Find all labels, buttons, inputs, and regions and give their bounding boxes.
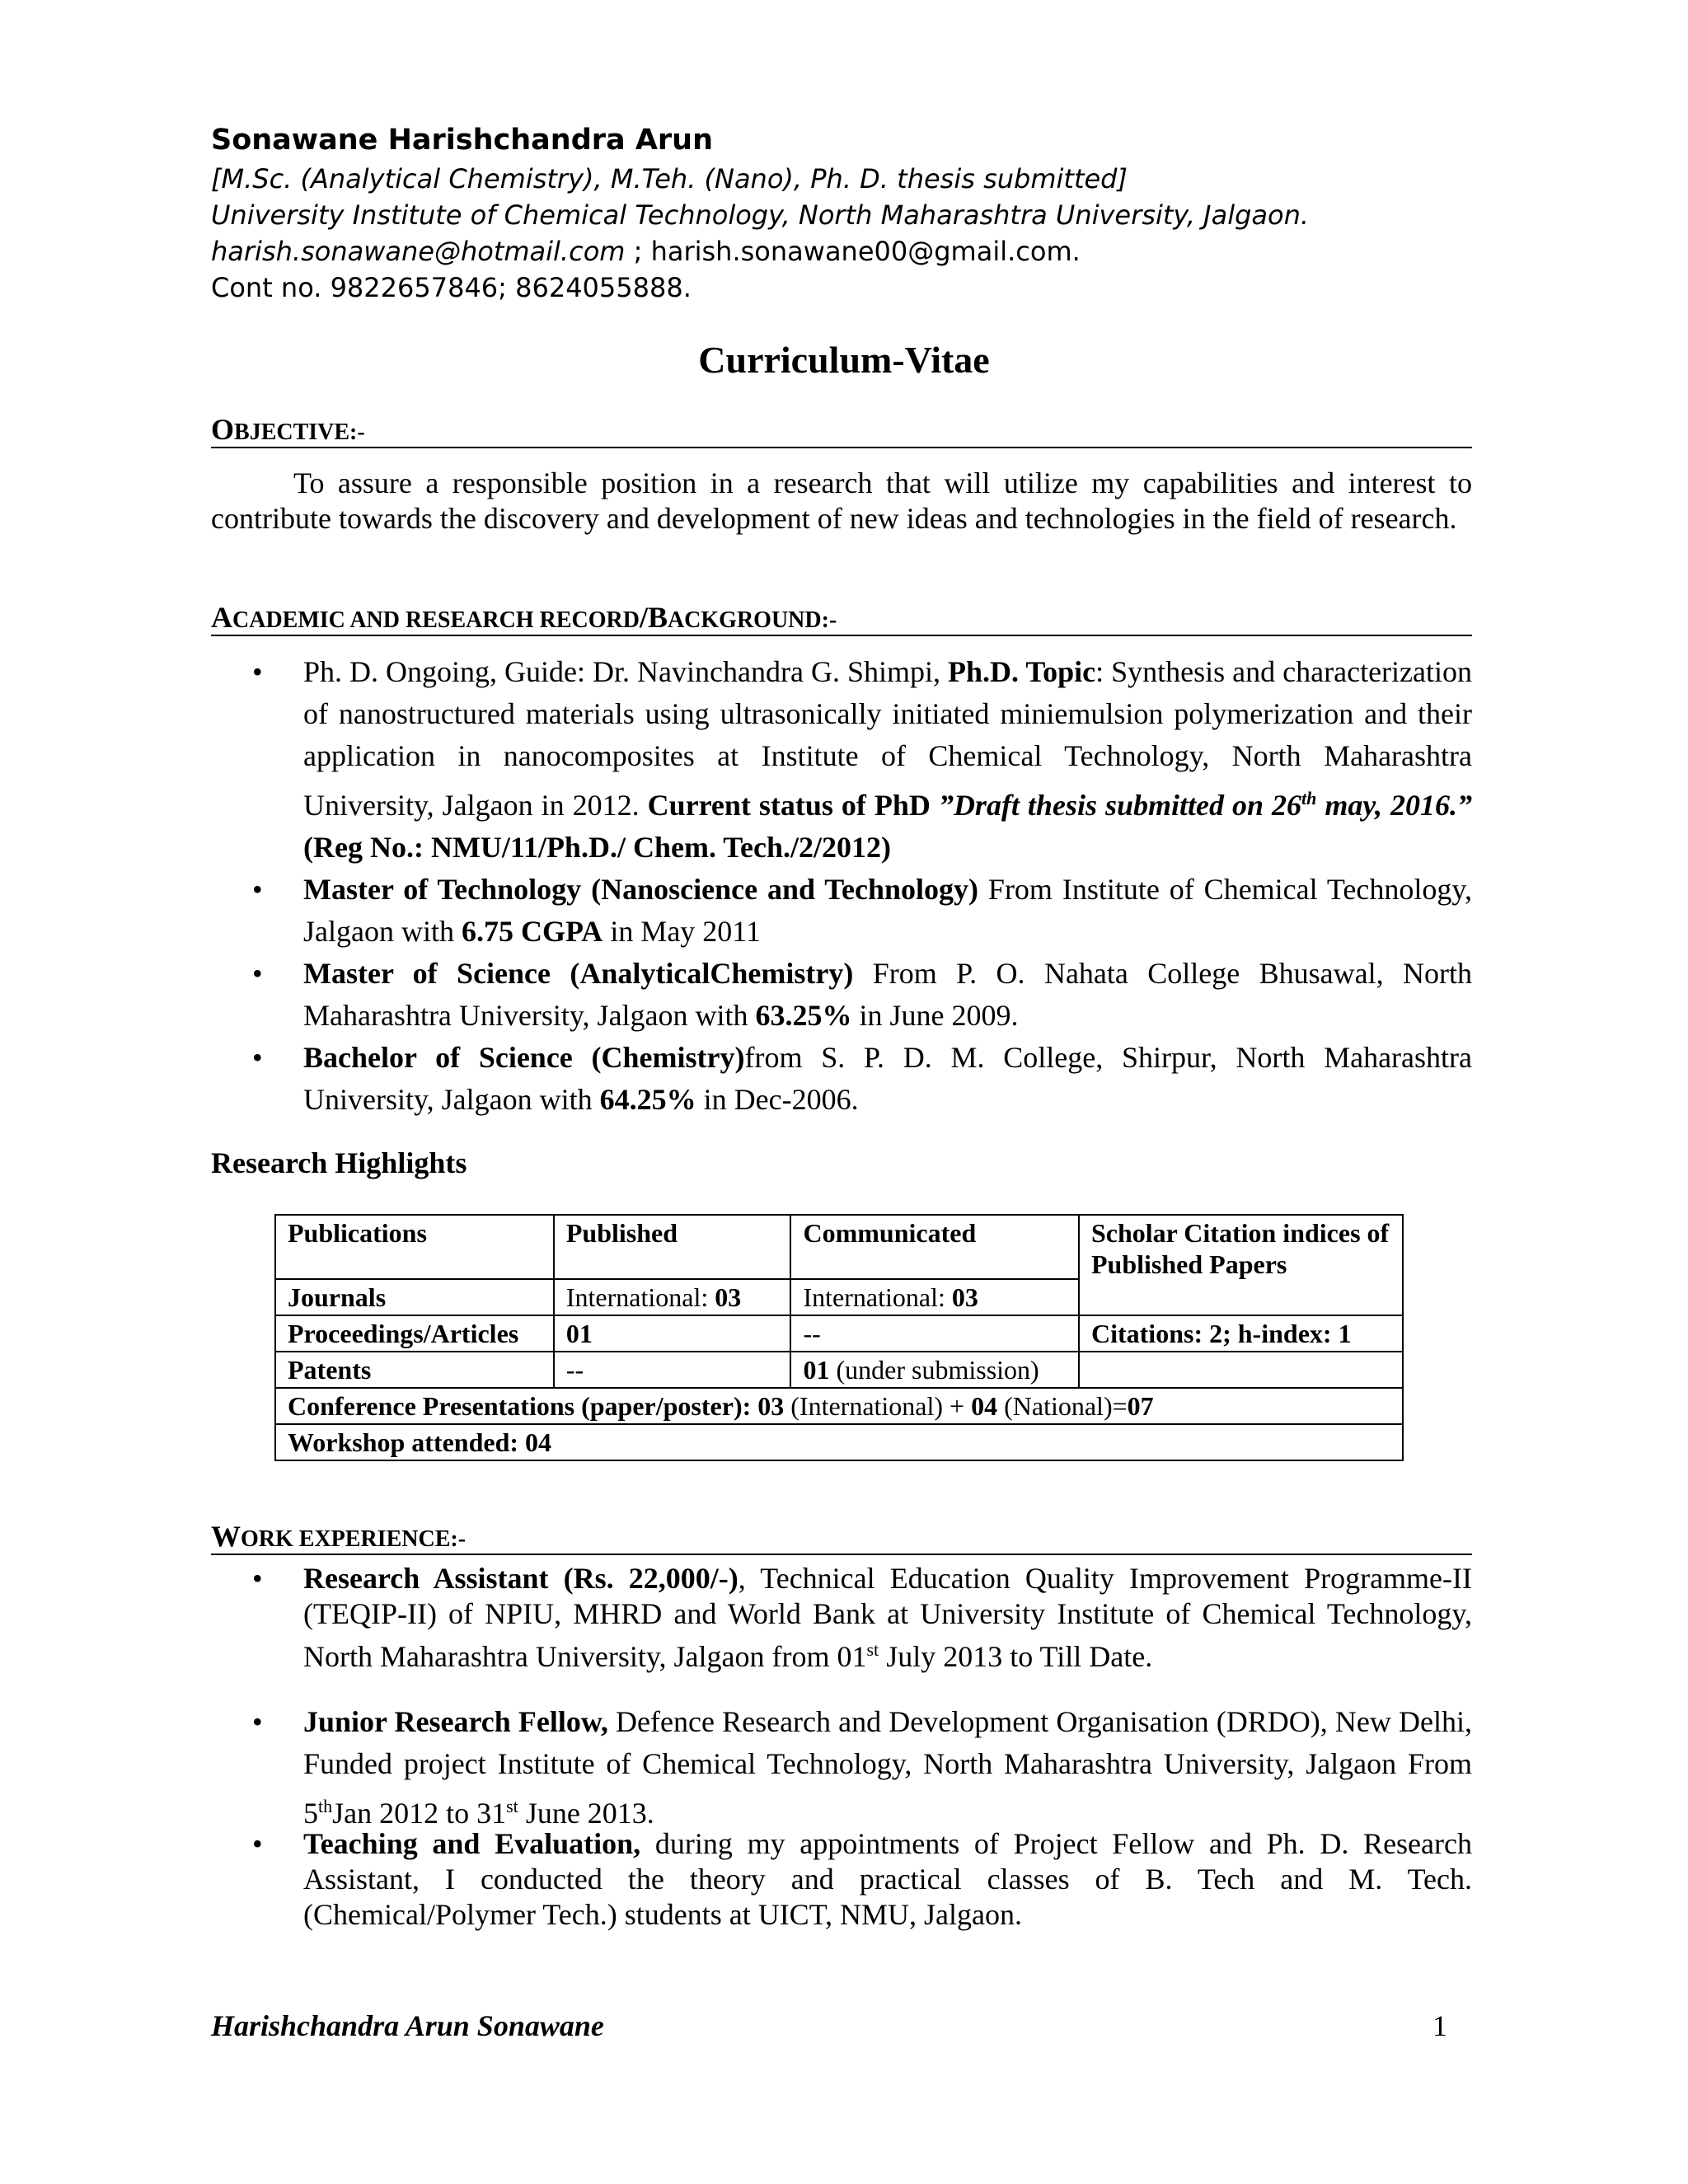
table-row [275, 1315, 1403, 1352]
table-cell [275, 1388, 1403, 1424]
work-list [211, 1561, 1472, 1675]
bsc-label: Bachelor of Science (Chemistry) [303, 1041, 745, 1074]
list-item [211, 1701, 1472, 1835]
cell-value: 04 [971, 1391, 998, 1421]
cell-text: (International) + [784, 1391, 972, 1421]
phd-status-label: Current status of PhD [647, 789, 939, 822]
phd-topic-label: Ph.D. Topic [948, 655, 1096, 688]
cell-value: 03 [715, 1282, 742, 1312]
email-hotmail[interactable]: harish.sonawane@hotmail.com [211, 236, 626, 267]
academic-heading-part: CADEMIC AND RESEARCH RECORD [232, 607, 640, 633]
cell-value: 01 [565, 1319, 593, 1348]
research-table [274, 1214, 1404, 1461]
superscript: th [318, 1796, 333, 1816]
jrf-date: June 2013. [518, 1797, 654, 1830]
header-cell [554, 1215, 791, 1279]
jrf-text-2: Jan 2012 to 31 [332, 1797, 507, 1830]
bsc-date: in Dec-2006. [696, 1083, 859, 1116]
cell-value: 03 [951, 1282, 978, 1312]
work-heading [211, 1519, 1472, 1555]
list-item [211, 1037, 1472, 1121]
degrees-line: [M.Sc. (Analytical Chemistry), M.Teh. (Nano), Ph. D. thesis submitted] [211, 163, 1128, 194]
list-item [211, 1561, 1472, 1675]
jrf-text: Defence Research and Development Organisation (DRDO), New Delhi, Funded project Institute of Chemical Technology, North Maharashtra University, Jalgaon From 5 [303, 1705, 1472, 1830]
ra-text: , Technical Education Quality Improvement Programme-II (TEQIP-II) of NPIU, MHRD and World Bank at University Institute of Chemical Technology, North Maharashtra University, Jalgaon from 01 [303, 1562, 1473, 1673]
academic-heading-end: ACKGROUND:- [667, 607, 837, 633]
cell-text: International: [803, 1282, 952, 1312]
objective-text: To assure a responsible position in a research that will utilize my capabilities and interest to contribute towards the discovery and development of new ideas and technologies in the field of research. [211, 466, 1472, 535]
table-cell [275, 1424, 1403, 1460]
cell-value: 07 [1127, 1391, 1154, 1421]
mtech-label: Master of Technology (Nanoscience and Technology) [303, 873, 978, 906]
email-gmail[interactable]: harish.sonawane00@gmail.com. [650, 236, 1081, 267]
research-highlights-title: Research Highlights [211, 1146, 467, 1179]
candidate-name: Sonawane Harishchandra Arun [211, 124, 713, 157]
academic-heading-initial: A [211, 601, 232, 634]
mtech-date: in May 2011 [603, 915, 761, 948]
cell-value: 01 [803, 1355, 830, 1385]
cell-text: International: [565, 1282, 715, 1312]
header-cell [790, 1215, 1079, 1279]
list-item [211, 1826, 1472, 1933]
bullet-icon: • [252, 655, 263, 688]
academic-heading [211, 600, 1472, 636]
table-cell [1079, 1315, 1403, 1352]
msc-grade: 63.25% [755, 999, 852, 1032]
cell-text: -- [803, 1319, 821, 1348]
ra-label: Research Assistant (Rs. 22,000/-) [303, 1562, 738, 1595]
msc-date: in June 2009. [851, 999, 1019, 1032]
table-cell [275, 1315, 554, 1352]
table-cell [554, 1279, 791, 1315]
email-line [211, 236, 1081, 267]
teaching-text: during my appointments of Project Fellow and Ph. D. Research Assistant, I conducted the theory and practical classes of B. Tech and M. Tech. (Chemical/Polymer Tech.) students at UICT, NMU, Jalgaon. [303, 1827, 1472, 1931]
objective-heading [211, 412, 1472, 448]
row-proceedings-label: Proceedings/Articles [288, 1319, 519, 1348]
work-heading-rest: ORK EXPERIENCE:- [241, 1526, 467, 1552]
col-citation-indices: Scholar Citation indices of Published Papers [1090, 1218, 1390, 1279]
list-item [211, 651, 1472, 869]
table-row [275, 1424, 1403, 1460]
superscript: st [866, 1639, 879, 1660]
table-cell [1079, 1352, 1403, 1388]
table-cell [275, 1279, 554, 1315]
cell-text: -- [565, 1355, 584, 1385]
work-heading-initial: W [211, 1520, 241, 1553]
institute-line: University Institute of Chemical Technology, North Maharashtra University, Jalgaon. [211, 199, 1310, 231]
header-cell [275, 1215, 554, 1279]
cell-text: (National)= [997, 1391, 1128, 1421]
bsc-grade: 64.25% [599, 1083, 696, 1116]
document-title: Curriculum-Vitae [698, 339, 990, 381]
table-cell [554, 1352, 791, 1388]
phd-reg-no: (Reg No.: NMU/11/Ph.D./ Chem. Tech./2/2012) [303, 831, 891, 864]
table-cell [790, 1315, 1079, 1352]
objective-heading-rest: BJECTIVE:- [234, 419, 365, 445]
bullet-icon: • [252, 1041, 263, 1074]
row-journals-label: Journals [288, 1282, 387, 1312]
mtech-text: From Institute of Chemical Technology, Jalgaon with [303, 873, 1473, 948]
bullet-icon: • [252, 873, 263, 906]
work-list-3 [211, 1826, 1472, 1933]
phd-topic-text: : Synthesis and characterization of nanostructured materials using ultrasonically initiated miniemulsion polymerization and their application in nanocomposites at Institute of Chemical Technology, North Maharashtra University, Jalgaon in 2012. [303, 655, 1472, 822]
phd-status-text: ”Draft thesis submitted on 26 [938, 789, 1301, 822]
bullet-icon: • [252, 1827, 263, 1860]
bullet-icon: • [252, 957, 263, 990]
table-row [275, 1352, 1403, 1388]
col-publications: Publications [288, 1218, 427, 1248]
header-cell [1079, 1215, 1403, 1315]
row-patents-label: Patents [288, 1355, 372, 1385]
table-cell [275, 1352, 554, 1388]
table-row [275, 1388, 1403, 1424]
phd-status-date: may, 2016.” [1316, 789, 1472, 822]
objective-heading-initial: O [211, 413, 235, 446]
table-cell [554, 1315, 791, 1352]
msc-text: From P. O. Nahata College Bhusawal, North Maharashtra University, Jalgaon with [303, 957, 1472, 1032]
work-list-2 [211, 1701, 1472, 1835]
col-communicated: Communicated [803, 1218, 977, 1248]
teaching-label: Teaching and Evaluation, [303, 1827, 641, 1860]
email-separator: ; [625, 236, 651, 267]
ra-date: July 2013 to Till Date. [879, 1640, 1153, 1673]
bsc-text: from S. P. D. M. College, Shirpur, North Maharashtra University, Jalgaon with [303, 1041, 1472, 1116]
footer-name: Harishchandra Arun Sonawane [211, 2009, 604, 2042]
superscript: th [1301, 788, 1317, 808]
table-cell [790, 1279, 1079, 1315]
bullet-icon: • [252, 1705, 263, 1738]
academic-list [211, 651, 1472, 1121]
phd-text: Ph. D. Ongoing, Guide: Dr. Navinchandra G. Shimpi, [303, 655, 949, 688]
conference-label: Conference Presentations (paper/poster): 03 [288, 1391, 785, 1421]
workshop-label: Workshop attended: 04 [288, 1427, 552, 1457]
list-item [211, 869, 1472, 953]
mtech-grade: 6.75 CGPA [461, 915, 603, 948]
col-published: Published [565, 1218, 678, 1248]
jrf-label: Junior Research Fellow, [303, 1705, 608, 1738]
bullet-icon: • [252, 1562, 263, 1595]
contact-line: Cont no. 9822657846; 8624055888. [211, 272, 692, 303]
table-row [275, 1215, 1403, 1279]
cell-text: (under submission) [829, 1355, 1039, 1385]
citation-value: Citations: 2; h-index: 1 [1090, 1319, 1352, 1348]
page-number: 1 [1432, 2009, 1447, 2042]
superscript: st [506, 1796, 518, 1816]
table-cell [790, 1352, 1079, 1388]
msc-label: Master of Science (AnalyticalChemistry) [303, 957, 854, 990]
academic-heading-slash: /B [639, 601, 668, 634]
list-item [211, 953, 1472, 1037]
